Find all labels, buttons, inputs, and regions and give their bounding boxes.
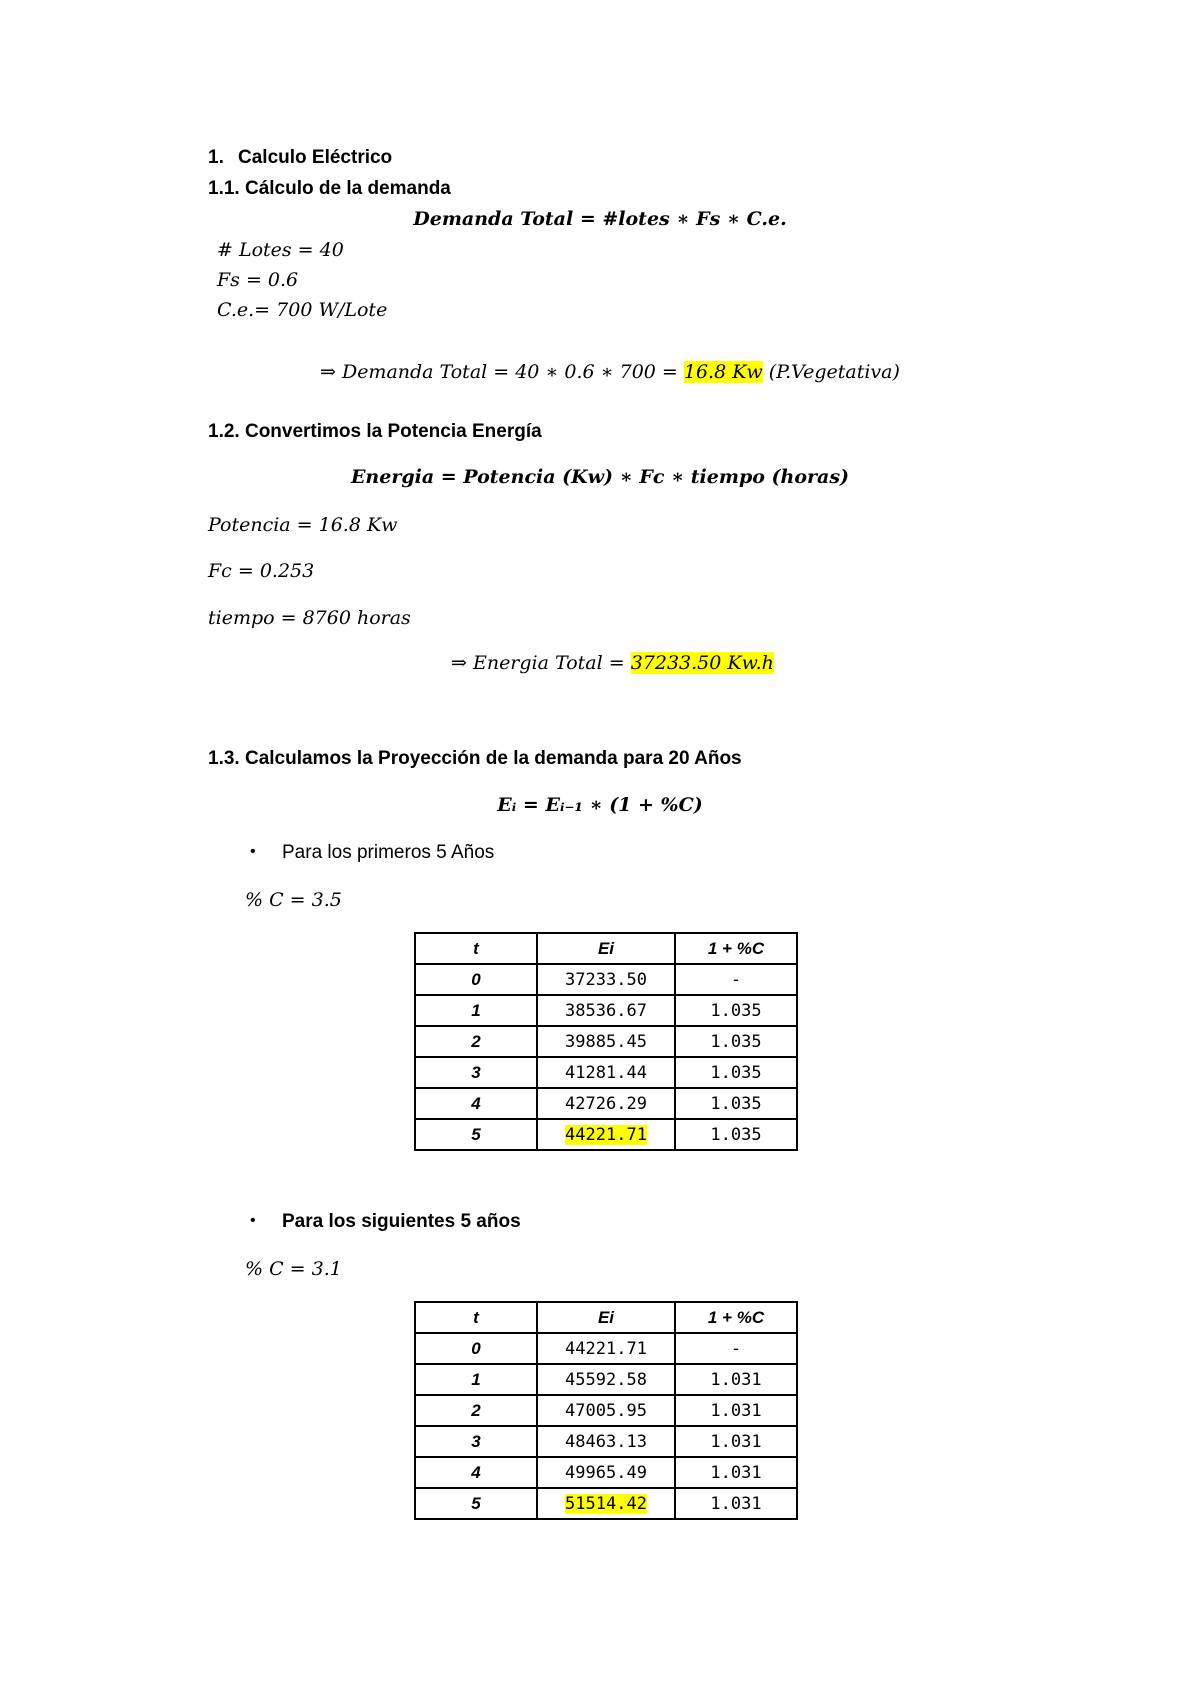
cell-t: 3: [415, 1426, 537, 1457]
table-row: [415, 1119, 797, 1150]
block2-label: Para los siguientes 5 años: [282, 1211, 521, 1232]
cell-ei: 39885.45: [537, 1026, 675, 1057]
result-demanda-suffix: (P.Vegetativa): [762, 361, 900, 383]
table-row: [415, 964, 797, 995]
result-energia: [451, 652, 774, 674]
cell-t: 0: [415, 1333, 537, 1364]
table-next-5-years: [414, 1301, 798, 1520]
result-demanda: [320, 361, 900, 383]
cell-t: 1: [415, 995, 537, 1026]
cell-c: 1.035: [675, 995, 797, 1026]
cell-c: 1.031: [675, 1488, 797, 1519]
table-header-row: [415, 933, 797, 964]
col-header-t: t: [415, 933, 537, 964]
col-header-t: t: [415, 1302, 537, 1333]
heading-1-3: 1.3. Calculamos la Proyección de la demanda para 20 Años: [208, 748, 742, 769]
cell-t: 5: [415, 1488, 537, 1519]
cell-ei: 47005.95: [537, 1395, 675, 1426]
table-row: [415, 1426, 797, 1457]
result-demanda-value: 16.8 Kw: [683, 361, 763, 383]
cell-ei-highlight: 51514.42: [565, 1493, 647, 1514]
cell-t: 1: [415, 1364, 537, 1395]
cell-c: 1.031: [675, 1457, 797, 1488]
cell-c: 1.031: [675, 1395, 797, 1426]
col-header-c: 1 + %C: [675, 1302, 797, 1333]
table-row: [415, 1026, 797, 1057]
var-fc: Fc = 0.253: [208, 560, 315, 582]
cell-ei: 41281.44: [537, 1057, 675, 1088]
section-number: 1.: [208, 147, 224, 168]
var-potencia: Potencia = 16.8 Kw: [208, 514, 398, 536]
var-tiempo: tiempo = 8760 horas: [208, 607, 411, 629]
cell-ei: [537, 1488, 675, 1519]
cell-ei-highlight: 44221.71: [565, 1124, 647, 1145]
cell-t: 5: [415, 1119, 537, 1150]
table-row: [415, 1333, 797, 1364]
cell-ei: 37233.50: [537, 964, 675, 995]
block1-label: Para los primeros 5 Años: [282, 842, 495, 863]
table-row: [415, 1488, 797, 1519]
cell-c: 1.031: [675, 1364, 797, 1395]
formula-energia: Energia = Potencia (Kw) ∗ Fc ∗ tiempo (horas): [350, 466, 850, 488]
col-header-ei: Ei: [537, 1302, 675, 1333]
bullet-icon: •: [250, 843, 256, 860]
cell-ei: 49965.49: [537, 1457, 675, 1488]
cell-c: -: [675, 1333, 797, 1364]
result-energia-value: 37233.50 Kw.h: [630, 652, 774, 674]
section-title: Calculo Eléctrico: [238, 147, 393, 168]
heading-1-1: 1.1. Cálculo de la demanda: [208, 178, 451, 199]
table-row: [415, 1364, 797, 1395]
block2-pc: % C = 3.1: [245, 1258, 342, 1280]
cell-ei: 48463.13: [537, 1426, 675, 1457]
formula-demanda: Demanda Total = #lotes ∗ Fs ∗ C.e.: [413, 208, 787, 230]
cell-ei: [537, 1119, 675, 1150]
cell-t: 4: [415, 1457, 537, 1488]
col-header-ei: Ei: [537, 933, 675, 964]
cell-t: 3: [415, 1057, 537, 1088]
col-header-c: 1 + %C: [675, 933, 797, 964]
cell-ei: 45592.58: [537, 1364, 675, 1395]
result-energia-prefix: ⇒ Energia Total =: [451, 652, 631, 674]
formula-proyeccion: Eᵢ = Eᵢ₋₁ ∗ (1 + %C): [497, 794, 703, 816]
table-row: [415, 1088, 797, 1119]
block1-pc: % C = 3.5: [245, 889, 342, 911]
cell-ei: 42726.29: [537, 1088, 675, 1119]
table-first-5-years: [414, 932, 798, 1151]
cell-t: 4: [415, 1088, 537, 1119]
table-row: [415, 1457, 797, 1488]
table-row: [415, 995, 797, 1026]
table-header-row: [415, 1302, 797, 1333]
cell-c: 1.035: [675, 1119, 797, 1150]
table-row: [415, 1057, 797, 1088]
result-demanda-prefix: ⇒ Demanda Total = 40 ∗ 0.6 ∗ 700 =: [320, 361, 684, 383]
var-lotes: # Lotes = 40: [217, 239, 344, 261]
cell-c: 1.035: [675, 1057, 797, 1088]
cell-c: -: [675, 964, 797, 995]
heading-1-2: 1.2. Convertimos la Potencia Energía: [208, 421, 542, 442]
cell-c: 1.031: [675, 1426, 797, 1457]
cell-c: 1.035: [675, 1088, 797, 1119]
cell-ei: 44221.71: [537, 1333, 675, 1364]
table-row: [415, 1395, 797, 1426]
cell-t: 0: [415, 964, 537, 995]
cell-t: 2: [415, 1026, 537, 1057]
cell-t: 2: [415, 1395, 537, 1426]
bullet-icon: •: [250, 1212, 256, 1229]
var-ce: C.e.= 700 W/Lote: [217, 299, 388, 321]
cell-ei: 38536.67: [537, 995, 675, 1026]
cell-c: 1.035: [675, 1026, 797, 1057]
var-fs: Fs = 0.6: [217, 269, 299, 291]
